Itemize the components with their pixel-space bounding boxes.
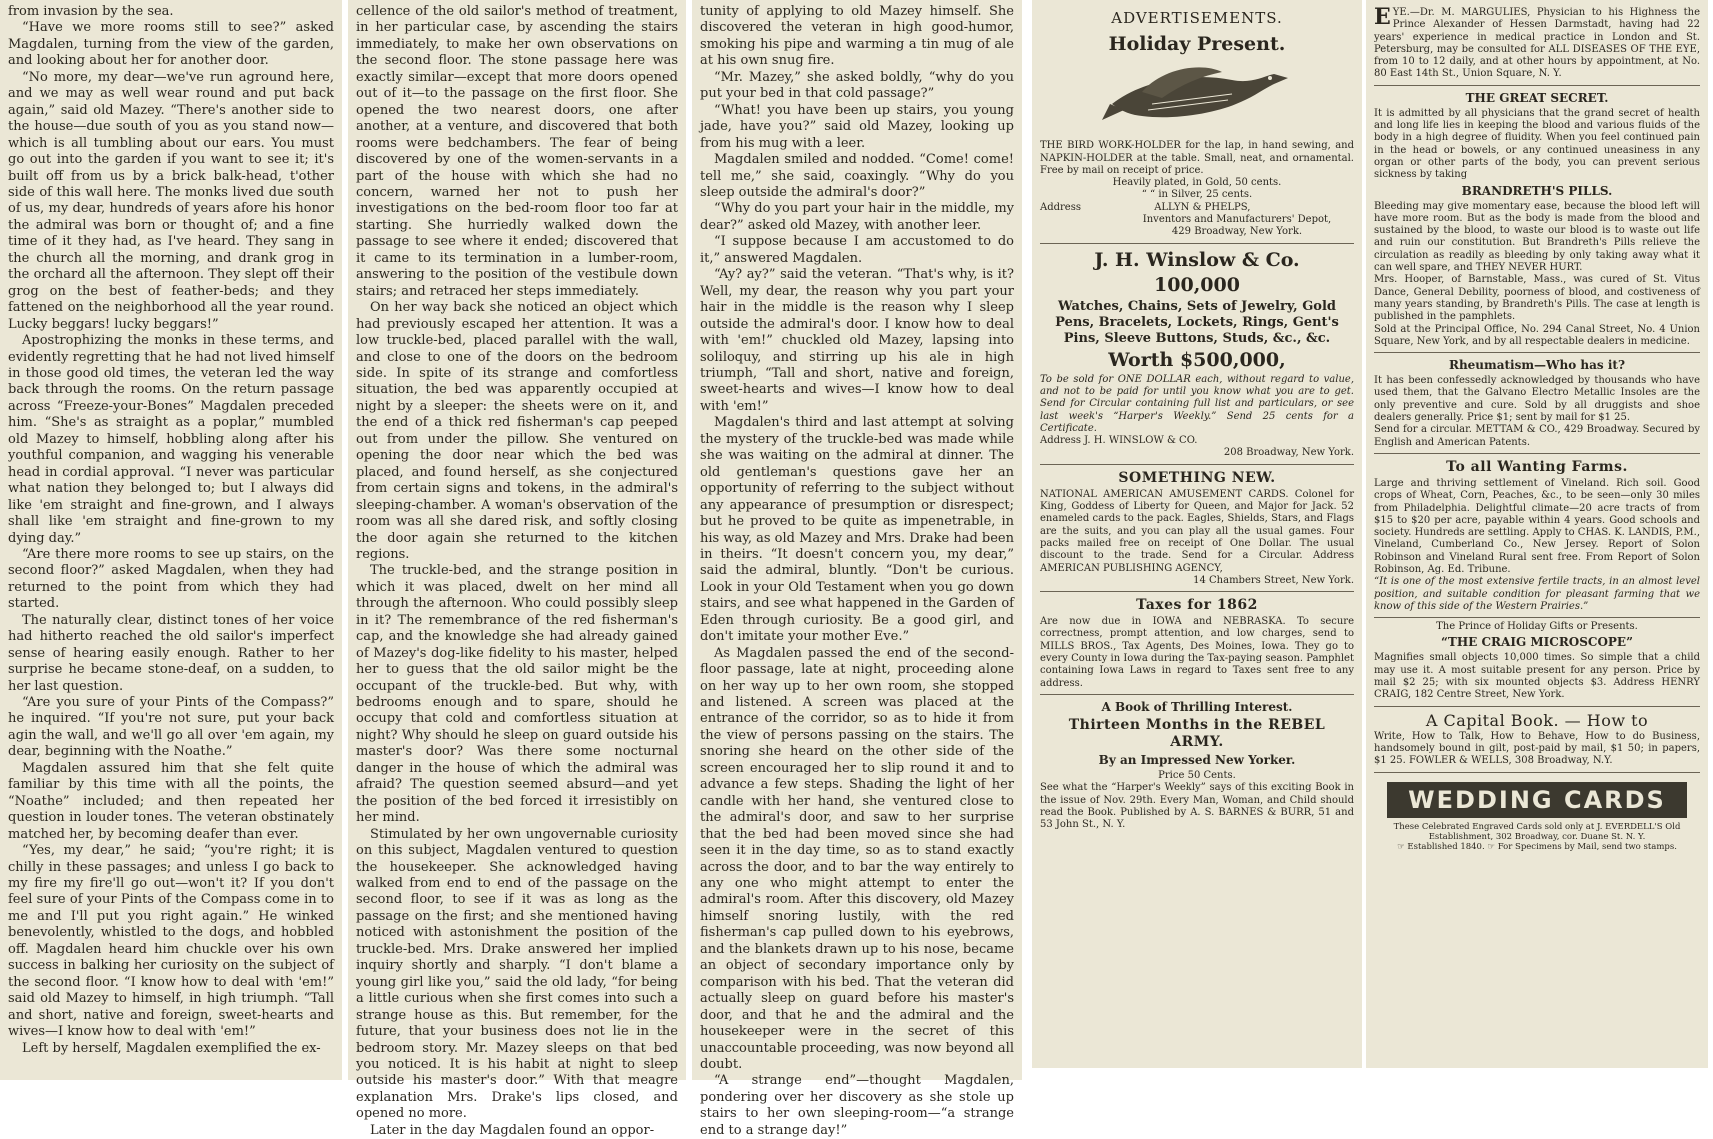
ad-wedding-cards: [1374, 773, 1700, 856]
story-paragraph: Apostrophizing the monks in these terms, and evidently regretting that he had not lived himself in those good old times, the veteran led the way back through the rooms. On the return passage across “Freeze-your-Bones” Magdalen preceded him. “She's as straight as a poplar,” mumbled old Mazey to himself, hobbling along after his youthful companion, and wagging his venerable head in cordial approval. “I never was particular what nation they belonged to; but I always did like 'em straight and fine-grown, and I always shall like 'em straight and fine-grown to my dying day.”: [8, 333, 334, 546]
book-price: Price 50 Cents.: [1158, 769, 1236, 781]
story-paragraph: “Yes, my dear,” he said; “you're right; it is chilly in these passages; and unless I go back to my fire my fire'll go out—won't it? If you don't feel sure of your Pints of the Compass come in to me and I'll put you right again.” He winked benevolently, whistled to the dogs, and hobbled off. Magdalen heard him chuckle over his own success in balking her curiosity on the subject of the second floor. “I know how to deal with 'em!” said old Mazey to himself, in high triumph. “Tall and short, native and foreign, sweet-hearts and wives—I know how to deal with 'em!”: [8, 843, 334, 1040]
ads-header: ADVERTISEMENTS.: [1111, 9, 1283, 27]
taxes-title: Taxes for 1862: [1136, 597, 1258, 614]
story-text-3: [692, 0, 1022, 1139]
story-paragraph: cellence of the old sailor's method of treatment, in her particular case, by ascending the stairs immediately, to make her own observations on the second floor. The stone passage here was exactly similar—except that more doors opened out of it—to the passage on the first floor. She opened the two nearest doors, one after another, at a venture, and discovered that both rooms were bedchambers. The fear of being discovered by one of the women-servants in a part of the house with which she had no concern, warned her not to push her investigations on the bed-room floor too far at starting. She hurriedly walked down the passage to see where it ended; discovered that it came to its termination in a lumber-room, answering to the position of the vestibule down stairs; and retraced her steps immediately.: [356, 4, 678, 299]
microscope-title: “THE CRAIG MICROSCOPE”: [1441, 635, 1633, 650]
ads-column-left: [1032, 0, 1362, 1068]
ad-something-new: [1040, 465, 1354, 592]
story-paragraph: Left by herself, Magdalen exemplified the ex-: [22, 1040, 321, 1056]
holiday-address-label: Address: [1040, 201, 1081, 213]
holiday-text: THE BIRD WORK-HOLDER for the lap, in hand sewing, and NAPKIN-HOLDER at the table. Small, neat, and ornamental. Free by mail on receipt of price.: [1040, 140, 1354, 176]
story-paragraph: “Why do you part your hair in the middle, my dear?” asked old Mazey, with another leer.: [700, 201, 1014, 233]
story-paragraph: “I suppose because I am accustomed to do it,” answered Magdalen.: [700, 234, 1014, 266]
ads-column-right: [1366, 0, 1708, 1068]
story-paragraph: “A strange end”—thought Magdalen, pondering over her discovery as she stole up stairs to her own sleeping-room—“a strange end to a strange day!”: [700, 1073, 1014, 1138]
bird-illustration: [1102, 58, 1292, 136]
story-paragraph: As Magdalen passed the end of the second-floor passage, late at night, proceeding alone on her way up to her own room, she stopped and listened. A screen was placed at the entrance of the corridor, so as to hide it from the view of persons passing on the stairs. The snoring she heard on the other side of the screen encouraged her to slip round it and to advance a few steps. Shading the light of her candle with her hand, she ventured close to the admiral's door, and saw to her surprise that the bed had been moved since she had seen it in the day time, so as to stand exactly across the door, and to bar the way entirely to any one who might attempt to enter the admiral's room. After this discovery, old Mazey himself snoring lustily, with the red fisherman's cap pulled down to his eyebrows, and the blankets drawn up to his nose, became an object of secondary importance only by comparison with his bed. That the veteran did actually sleep on guard before his master's door, and that he and the admiral and the housekeeper were in the secret of this unaccountable proceeding, was now beyond all doubt.: [700, 645, 1014, 1072]
book-subtitle: Thirteen Months in the REBEL ARMY.: [1068, 716, 1326, 750]
holiday-firm: ALLYN & PHELPS,: [1154, 201, 1251, 213]
rheumatism-send: Send for a circular. METTAM & CO., 429 Broadway. Secured by English and American Patents.: [1374, 424, 1700, 448]
story-paragraph: “Are you sure of your Pints of the Compass?” he inquired. “If you're not sure, put your back agin the wall, and we'll go all over 'em again, my dear, beginning with the Noathe.”: [8, 695, 334, 760]
rheumatism-title: Rheumatism—Who has it?: [1448, 358, 1626, 373]
secret-text: It is admitted by all physicians that the grand secret of health and long life lies in keeping the blood and various fluids of the body in a high degree of fluidity. When you feel continued pain in the head or bowels, or any continued uneasiness in any organ or other parts of the body, you can prevent serious sickness by taking: [1374, 107, 1700, 181]
brandreth-p3: Sold at the Principal Office, No. 294 Canal Street, No. 4 Union Square, New York, and by all respectable dealers in medicine.: [1374, 323, 1700, 347]
ad-great-secret: [1374, 86, 1700, 353]
winslow-title: J. H. Winslow & Co.: [1094, 248, 1300, 271]
ad-winslow: [1040, 244, 1354, 465]
winslow-count: 100,000: [1154, 273, 1240, 296]
holiday-gold: Heavily plated, in Gold, 50 cents.: [1112, 177, 1282, 189]
holiday-silver: “ “ in Silver, 25 cents.: [1141, 189, 1253, 201]
holiday-title: Holiday Present.: [1108, 33, 1286, 56]
brandreth-p2: Mrs. Hooper, of Barnstable, Mass., was cured of St. Vitus Dance, General Debility, poorness of blood, and costiveness of many years standing, by Brandreth's Pills. The case at length is published in the pamphlets.: [1374, 274, 1700, 323]
wedding-text: These Celebrated Engraved Cards sold only at J. EVERDELL'S Old Establishment, 302 Broadway, cor. Duane St. N. Y.: [1393, 821, 1681, 842]
book-text: See what the “Harper's Weekly” says of this exciting Book in the issue of Nov. 29th. Every Man, Woman, and Child should read the Book. Published by A. S. BARNES & BURR, 51 and 53 John St., N. Y.: [1040, 782, 1354, 831]
farms-title: To all Wanting Farms.: [1446, 458, 1628, 475]
story-paragraph: “Have we more rooms still to see?” asked Magdalen, turning from the view of the garden, and looking about her for another door.: [8, 20, 334, 69]
story-text-1: [0, 0, 342, 1057]
story-paragraph: Stimulated by her own ungovernable curiosity on this subject, Magdalen ventured to question the housekeeper. She acknowledged having walked from end to end of the passage on the second floor, to see if it was as long as the passage on the first; and she mentioned having noticed with astonishment the position of the truckle-bed. Mrs. Drake answered her implied inquiry shortly and sharply. “I don't blame a young girl like you,” said the old lady, “for being a little curious when she first comes into such a strange house as this. But remember, for the future, that your business does not lie in the bedroom story. Mr. Mazey sleeps on that bed you noticed. It is his habit at night to sleep outside his master's door.” With that meagre explanation Mrs. Drake's lips closed, and opened no more.: [356, 826, 678, 1122]
microscope-intro: The Prince of Holiday Gifts or Presents.: [1436, 621, 1638, 633]
story-paragraph: from invasion by the sea.: [8, 4, 174, 19]
eye-initial: E: [1374, 4, 1391, 30]
something-text: NATIONAL AMERICAN AMUSEMENT CARDS. Colonel for King, Goddess of Liberty for Queen, and Major for Jack. 52 enameled cards to the pack. Eagles, Shields, Stars, and Flags are the suits, and you can play all the usual games. Four packs mailed free on receipt of One Dollar. The usual discount to the trade. Send for a Circular. Address AMERICAN PUBLISHING AGENCY,: [1040, 488, 1354, 574]
rheumatism-text: It has been confessedly acknowledged by thousands who have used them, that the Galvano Electro Metallic Insoles are the only preventive and cure. Sold by all druggists and shoe dealers generally. Price $1; sent by mail for $1 25.: [1374, 375, 1700, 424]
brandreth-p1: Bleeding may give momentary ease, because the blood left will have more room. But as the body is made from the blood and sustained by the blood, to waste our blood is to waste out life and ruin our constitution. But Brandreth's Pills relieve the circulation as readily as bleeding by only taking away what it can well spare, and THEY NEVER HURT.: [1374, 200, 1700, 274]
story-paragraph: Magdalen's third and last attempt at solving the mystery of the truckle-bed was made while she was waiting on the admiral at dinner. The old gentleman's questions gave her an opportunity of referring to the subject without any appearance of presumption or disrespect; but he proved to be quite as impenetrable, in his way, as old Mazey and Mrs. Drake had been in theirs. “It doesn't concern you, my dear,” said the admiral, bluntly. “Don't be curious. Look in your Old Testament when you go down stairs, and see what happened in the Garden of Eden through curiosity. Be a good girl, and don't imitate your mother Eve.”: [700, 415, 1014, 645]
brandreth-title: BRANDRETH'S PILLS.: [1461, 183, 1613, 198]
farms-quote: “It is one of the most extensive fertile tracts, in an almost level position, and suitable condition for pleasant farming that we know of this side of the Western Prairies.”: [1374, 576, 1700, 612]
winslow-worth: Worth $500,000,: [1108, 348, 1286, 371]
story-column-3: [692, 0, 1022, 1138]
taxes-text: Are now due in IOWA and NEBRASKA. To secure correctness, prompt attention, and low charges, send to MILLS BROS., Tax Agents, Des Moines, Iowa. They go to every County in Iowa during the Tax-paying season. Pamphlet containing Iowa Laws in regard to Taxes sent free to any address.: [1040, 616, 1354, 689]
ad-farms: [1374, 454, 1700, 618]
ad-rebel-army-book: [1040, 695, 1354, 835]
secret-title: THE GREAT SECRET.: [1465, 90, 1609, 105]
holiday-firm-address: 429 Broadway, New York.: [1171, 226, 1303, 238]
ad-taxes: [1040, 592, 1354, 695]
story-column-2: [348, 0, 686, 1138]
microscope-text: Magnifies small objects 10,000 times. So simple that a child may use it. A most suitable present for any person. Price by mail $2 25; with six mounted objects $3. Address HENRY CRAIG, 182 Centre Street, New York.: [1374, 652, 1700, 701]
story-text-2: [348, 0, 686, 1139]
story-paragraph: tunity of applying to old Mazey himself. She discovered the veteran in high good-humor, smoking his pipe and warming a tin mug of ale at his own snug fire.: [700, 4, 1014, 69]
ad-rheumatism: [1374, 353, 1700, 454]
story-column-1: [0, 0, 342, 1080]
book-author: By an Impressed New Yorker.: [1098, 752, 1296, 767]
story-paragraph: The naturally clear, distinct tones of her voice had hitherto reached the old sailor's imperfect sense of hearing easily enough. Rather to her surprise he became stone-deaf, on a sudden, to her last question.: [8, 612, 334, 694]
ad-capital-book: [1374, 707, 1700, 773]
story-paragraph: Later in the day Magdalen found an oppor-: [370, 1122, 655, 1138]
story-paragraph: Magdalen assured him that she felt quite familiar by this time with all the points, the “Noathe” included; and then repeated her question in louder tones. The veteran obstinately matched her, by becoming deafer than ever.: [8, 760, 334, 842]
winslow-street: 208 Broadway, New York.: [1223, 447, 1354, 459]
holiday-firm-desc: Inventors and Manufacturers' Depot,: [1142, 214, 1332, 226]
something-street: 14 Chambers Street, New York.: [1193, 574, 1354, 586]
story-paragraph: “What! you have been up stairs, you young jade, have you?” said old Mazey, looking up from his mug with a leer.: [700, 102, 1014, 151]
wedding-established: ☞ Established 1840. ☞ For Specimens by Mail, send two stamps.: [1397, 841, 1677, 852]
story-paragraph: The truckle-bed, and the strange position in which it was placed, dwelt on her mind all through the afternoon. Who could possibly sleep in it? The remembrance of the red fisherman's cap, and the knowledge she had already gained of Mazey's dog-like fidelity to his master, helped her to guess that the old sailor might be the occupant of the truckle-bed. But why, with bedrooms enough and to spare, should he occupy that cold and comfortless situation at night? Why should he sleep on guard outside his master's door? Was there some nocturnal danger in the house of which the admiral was afraid? The question seemed absurd—and yet the position of the bed forced it irresistibly on her mind.: [356, 563, 678, 826]
wedding-title: WEDDING CARDS: [1387, 782, 1687, 818]
book-title: A Book of Thrilling Interest.: [1101, 699, 1293, 714]
story-paragraph: “Ay? ay?” said the veteran. “That's why, is it? Well, my dear, the reason why you part your hair in the middle is the reason why I sleep outside the admiral's door. I know how to deal with 'em!” chuckled old Mazey, lapsing into soliloquy, and stirring up his ale in high triumph, “Tall and short, native and foreign, sweet-hearts and wives—I know how to deal with 'em!”: [700, 267, 1014, 414]
ad-microscope: [1374, 618, 1700, 706]
something-title: SOMETHING NEW.: [1118, 469, 1276, 486]
eye-text: YE.—Dr. M. MARGULIES, Physician to his Highness the Prince Alexander of Hessen Darmstadt, having had 22 years' experience in medical practice in London and St. Petersburg, may be consulted for ALL DISEASES OF THE EYE, from 10 to 12 daily, and at other hours by appointment, at No. 80 East 14th St., Union Square, N. Y.: [1374, 7, 1700, 80]
winslow-items: Watches, Chains, Sets of Jewelry, Gold Pens, Bracelets, Lockets, Rings, Gent's Pins, Sleeve Buttons, Studs, &c., &c.: [1055, 298, 1339, 346]
story-paragraph: Magdalen smiled and nodded. “Come! come! tell me,” she said, coaxingly. “Why do you sleep outside the admiral's door?”: [700, 152, 1014, 200]
winslow-text: To be sold for ONE DOLLAR each, without regard to value, and not to be paid for until you know what you are to get. Send for Circular containing full list and particulars, or see last week's “Harper's Weekly.” Send 25 cents for a Certificate.: [1040, 373, 1354, 434]
story-paragraph: On her way back she noticed an object which had previously escaped her attention. It was a low truckle-bed, placed parallel with the wall, and close to one of the doors on the bedroom side. In spite of its strange and comfortless situation, the bed was apparently occupied at night by a sleeper: the sheets were on it, and the end of a thick red fisherman's cap peeped out from under the pillow. She ventured on opening the door near which the bed was placed, and found herself, as she conjectured from certain signs and tokens, in the admiral's sleeping-chamber. A woman's observation of the room was all she dared risk, and softly closing the door again she returned to the kitchen regions.: [356, 300, 678, 562]
story-paragraph: “No more, my dear—we've run aground here, and we may as well wear round and put back again,” said old Mazey. “There's another side to the house—due south of you as you stand now—which is all tumbling about our ears. You must go out into the garden if you want to see it; it's built off from us by a brick balk-head, t'other side of this wall here. The monks lived due south of us, my dear, hundreds of years afore his honor the admiral was born or thought of; and a fine time of it they had, as I've heard. They sang in the church all the morning, and drank grog in the orchard all the afternoon. They slept off their grog on the best of feather-beds; and they fattened on the neighborhood all the year round. Lucky beggars! lucky beggars!”: [8, 69, 334, 332]
capital-text: Write, How to Talk, How to Behave, How to do Business, handsomely bound in gilt, post-paid by mail, $1 50; in papers, $1 25. FOWLER & WELLS, 308 Broadway, N.Y.: [1374, 730, 1700, 767]
ad-holiday-present: [1040, 28, 1354, 243]
winslow-address: Address J. H. WINSLOW & CO.: [1040, 435, 1198, 447]
capital-title: A Capital Book. — How to: [1425, 710, 1649, 730]
ad-eye-physician: [1374, 4, 1700, 86]
story-paragraph: “Mr. Mazey,” she asked boldly, “why do you put your bed in that cold passage?”: [700, 69, 1014, 102]
story-paragraph: “Are there more rooms to see up stairs, on the second floor?” asked Magdalen, when they had returned to the point from which they had started.: [8, 546, 334, 612]
farms-text: Large and thriving settlement of Vineland. Rich soil. Good crops of Wheat, Corn, Peaches, &c., to be seen—only 30 miles from Philadelphia. Delightful climate—20 acre tracts of from $15 to $20 per acre, payable within 4 years. Good schools and society. Hundreds are settling. Apply to CHAS. K. LANDIS, P.M., Vineland, Cumberland Co., New Jersey. Report of Solon Robinson and Vineland Rural sent free. From Report of Solon Robinson, Ag. Ed. Tribune.: [1374, 477, 1700, 575]
